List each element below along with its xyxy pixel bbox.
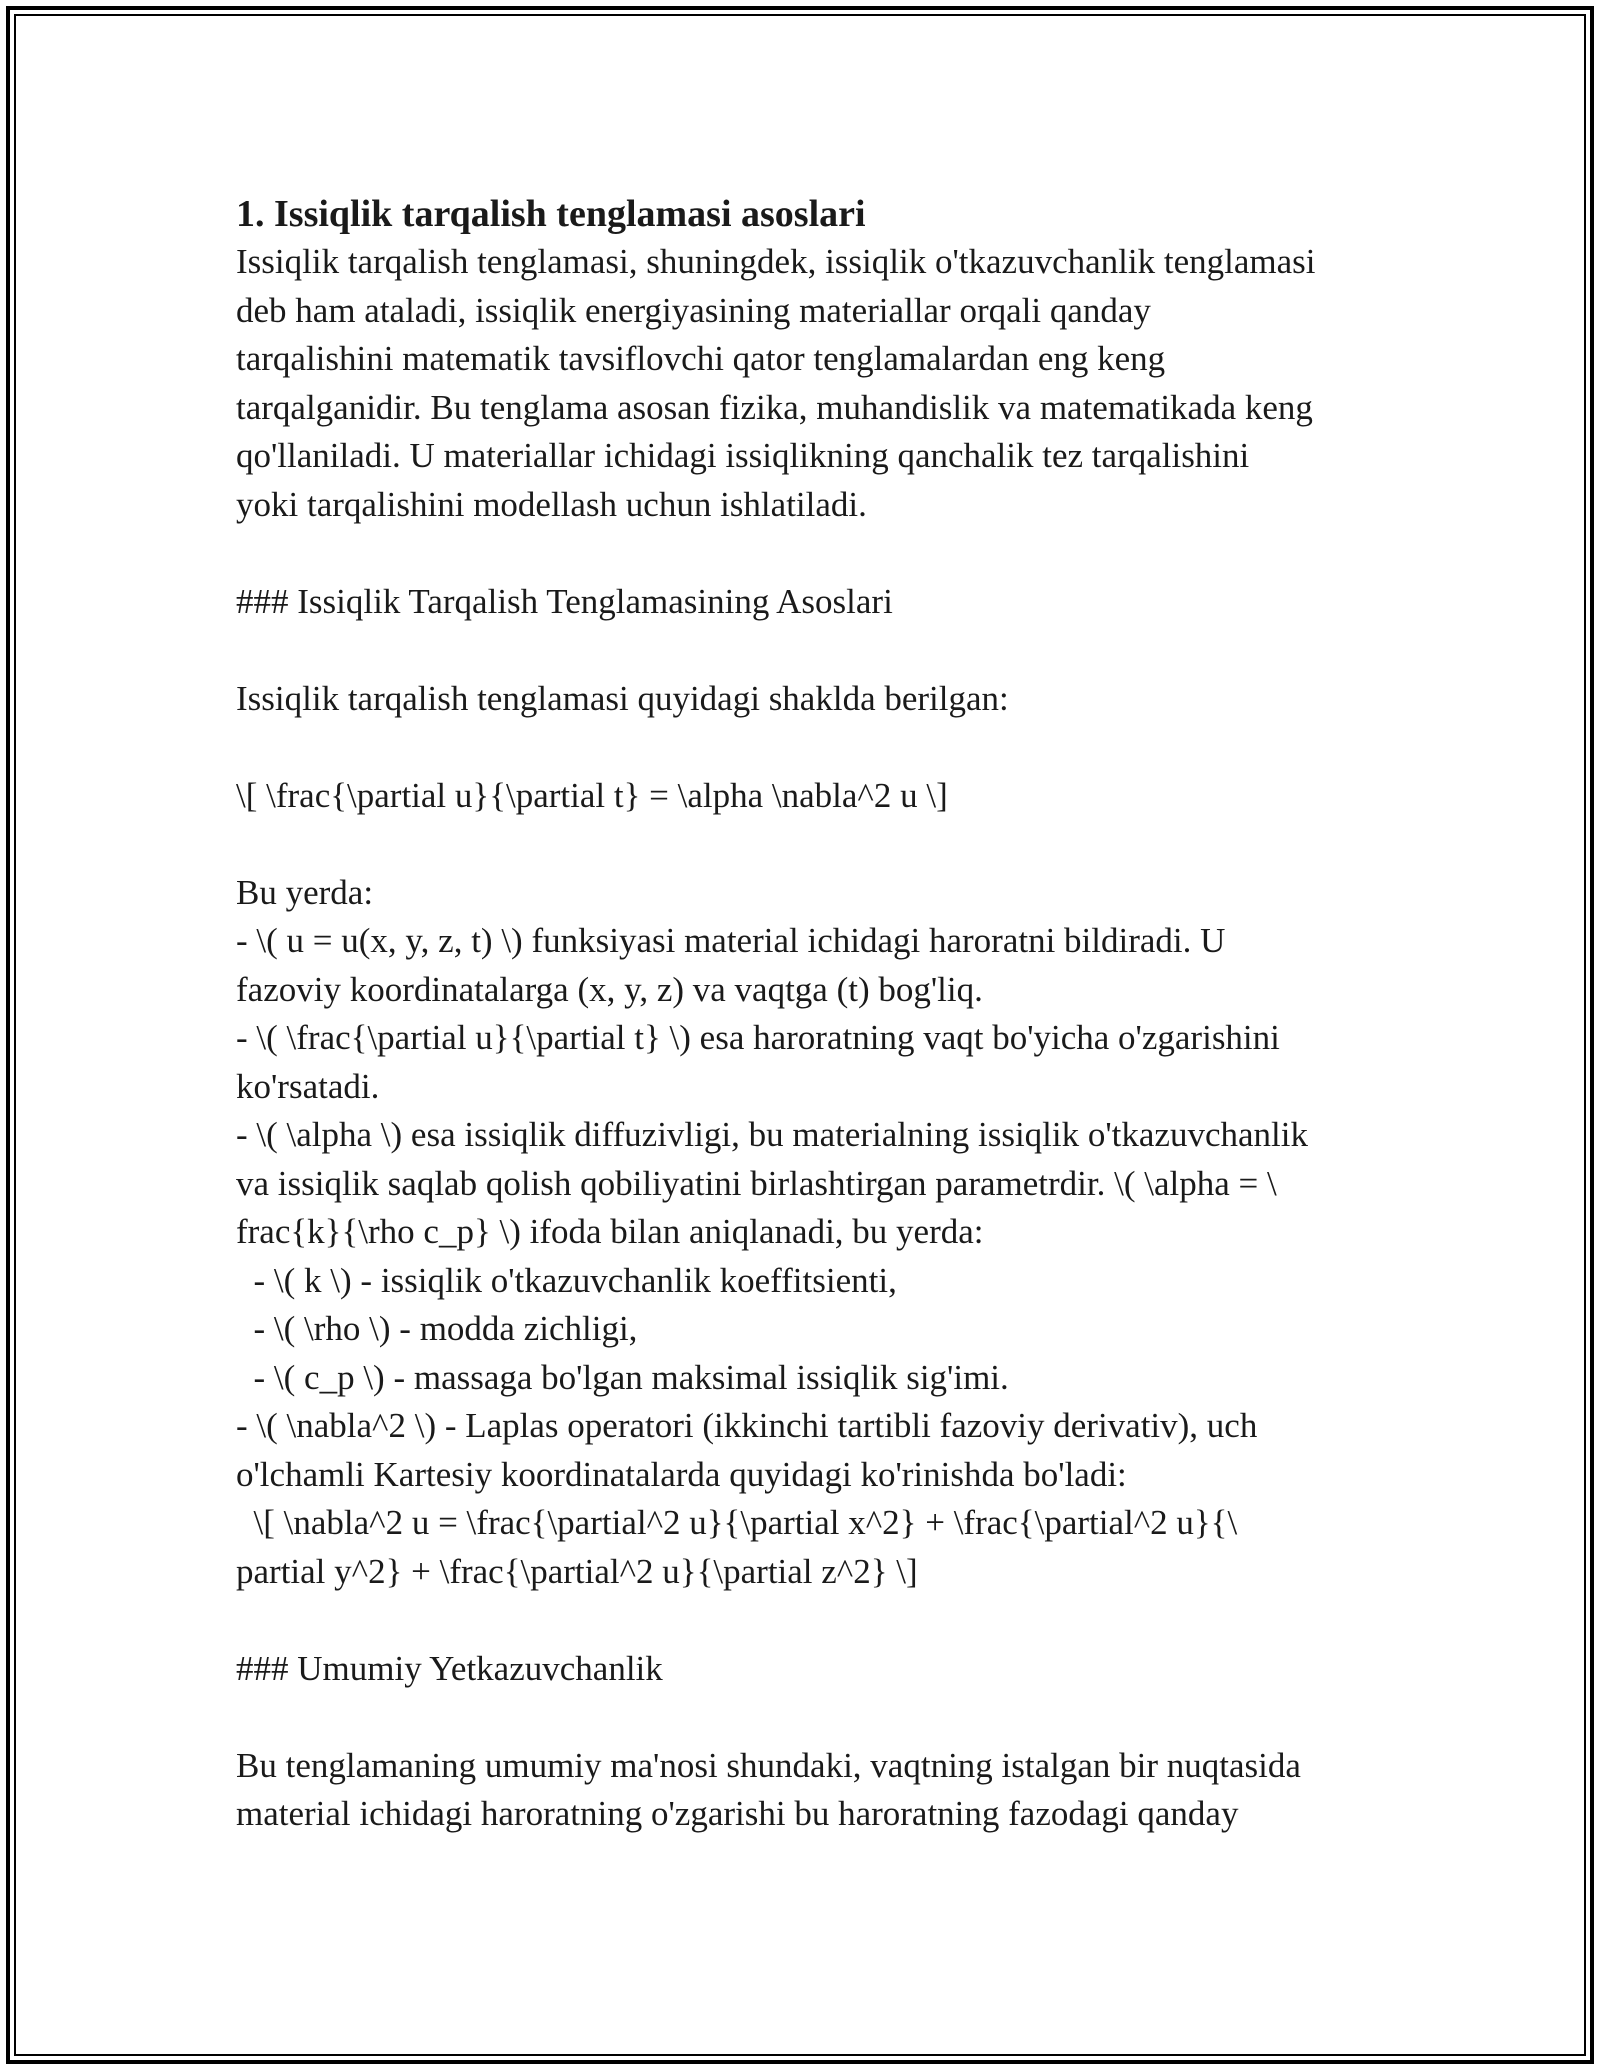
intro-line: qo'llaniladi. U materiallar ichidagi issiqlikning qanchalik tez tarqalishini xyxy=(236,436,1250,475)
closing-line: Bu tenglamaning umumiy ma'nosi shundaki, vaqtning istalgan bir nuqtasida xyxy=(236,1745,1301,1785)
spacer xyxy=(236,1693,1396,1742)
intro-line: deb ham ataladi, issiqlik energiyasining materiallar orqali qanday xyxy=(236,290,1151,330)
definition-line: - \( u = u(x, y, z, t) \) funksiyasi material ichidagi haroratni bildiradi. U xyxy=(236,921,1226,960)
definition-line: partial y^2} + \frac{\partial^2 u}{\partial z^2} \] xyxy=(236,1551,918,1591)
where-label: Bu yerda: xyxy=(236,872,374,912)
definition-line: frac{k}{\rho c_p} \) ifoda bilan aniqlanadi, bu yerda: xyxy=(236,1212,984,1251)
equation: \[ \frac{\partial u}{\partial t} = \alpha \nabla^2 u \] xyxy=(236,775,948,815)
definition-line: va issiqlik saqlab qolish qobiliyatini birlashtirgan parametrdir. \( \alpha = \ xyxy=(236,1163,1277,1203)
definition-line: fazoviy koordinatalarga (x, y, z) va vaqtga (t) bog'liq. xyxy=(236,969,983,1009)
section-heading: ### Issiqlik Tarqalish Tenglamasining Asoslari xyxy=(236,581,893,621)
definition-line: - \( \rho \) - modda zichligi, xyxy=(236,1309,638,1348)
intro-paragraph xyxy=(236,238,1396,529)
spacer xyxy=(236,820,1396,869)
closing-paragraph xyxy=(236,1742,1396,1839)
closing-line: material ichidagi haroratning o'zgarishi bu haroratning fazodagi qanday xyxy=(236,1794,1239,1833)
spacer xyxy=(236,1596,1396,1645)
spacer xyxy=(236,723,1396,772)
spacer xyxy=(236,529,1396,578)
definition-line: - \( k \) - issiqlik o'tkazuvchanlik koeffitsienti, xyxy=(236,1260,897,1300)
intro-line: tarqalganidir. Bu tenglama asosan fizika, muhandislik va matematikada keng xyxy=(236,387,1313,427)
definition-line: ko'rsatadi. xyxy=(236,1066,380,1106)
definition-line: - \( \frac{\partial u}{\partial t} \) esa haroratning vaqt bo'yicha o'zgarishini xyxy=(236,1018,1280,1057)
section-intro: Issiqlik tarqalish tenglamasi quyidagi shaklda berilgan: xyxy=(236,678,1009,718)
definition-line: - \( c_p \) - massaga bo'lgan maksimal issiqlik sig'imi. xyxy=(236,1357,1009,1397)
document-title: 1. Issiqlik tarqalish tenglamasi asoslari xyxy=(236,193,866,235)
intro-line: yoki tarqalishini modellash uchun ishlatiladi. xyxy=(236,484,867,524)
definition-line: - \( \alpha \) esa issiqlik diffuzivligi, bu materialning issiqlik o'tkazuvchanlik xyxy=(236,1115,1308,1154)
document-body xyxy=(236,190,1396,1839)
spacer xyxy=(236,626,1396,675)
definition-list xyxy=(236,917,1396,1596)
definition-line: - \( \nabla^2 \) - Laplas operatori (ikkinchi tartibli fazoviy derivativ), uch xyxy=(236,1406,1258,1445)
definition-line: o'lchamli Kartesiy koordinatalarda quyidagi ko'rinishda bo'ladi: xyxy=(236,1454,1127,1494)
section-heading: ### Umumiy Yetkazuvchanlik xyxy=(236,1648,663,1688)
intro-line: Issiqlik tarqalish tenglamasi, shuningdek, issiqlik o'tkazuvchanlik tenglamasi xyxy=(236,242,1316,281)
definition-line: \[ \nabla^2 u = \frac{\partial^2 u}{\partial x^2} + \frac{\partial^2 u}{\ xyxy=(236,1503,1238,1542)
intro-line: tarqalishini matematik tavsiflovchi qator tenglamalardan eng keng xyxy=(236,339,1166,378)
